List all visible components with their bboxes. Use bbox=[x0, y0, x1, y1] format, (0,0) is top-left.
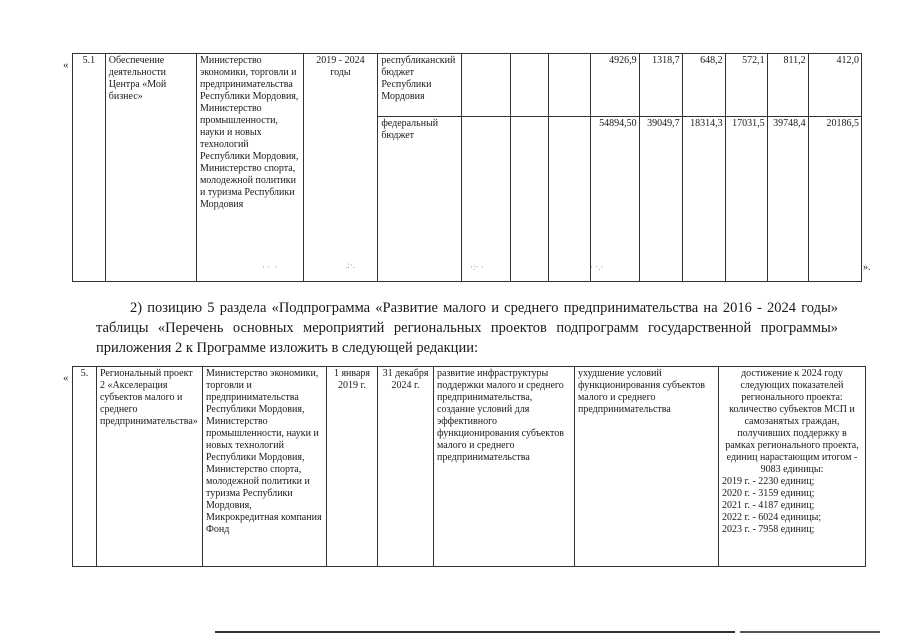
start-date: 1 января 2019 г. bbox=[327, 367, 378, 567]
table1-open-quote: « bbox=[63, 59, 69, 71]
period: 2019 - 2024 годы bbox=[303, 54, 378, 282]
value-cell: 648,2 bbox=[682, 54, 725, 117]
table1-close-quote: ». bbox=[863, 262, 871, 273]
consequences: ухудшение условий функционирования субъектов малого и среднего предпринимательства bbox=[575, 367, 719, 567]
value-cell: 4926,9 bbox=[591, 54, 639, 117]
empty-cell bbox=[462, 54, 510, 117]
table2-regional-project bbox=[72, 366, 866, 567]
page-edge-line bbox=[215, 631, 735, 633]
value-cell: 20186,5 bbox=[808, 117, 861, 282]
empty-cell bbox=[462, 117, 510, 282]
scan-noise: ·:· · bbox=[470, 262, 484, 272]
indicator-intro: достижение к 2024 году следующих показателей регионального проекта: количество субъектов МСП и самозанятых граждан, получивших поддержку в рамках регионального проекта, единиц нарастающим итогом - 9083 единицы: bbox=[725, 368, 859, 475]
empty-cell bbox=[549, 117, 591, 282]
row-number: 5.1 bbox=[73, 54, 106, 282]
scan-noise: .:·. bbox=[345, 260, 355, 270]
indicator-year: 2020 г. - 3159 единиц; bbox=[722, 488, 815, 499]
value-cell: 811,2 bbox=[767, 54, 808, 117]
empty-cell bbox=[510, 54, 549, 117]
empty-cell bbox=[549, 54, 591, 117]
value-cell: 1318,7 bbox=[639, 54, 682, 117]
source-name: республиканский бюджет Республики Мордовия bbox=[378, 54, 462, 117]
table2-open-quote: « bbox=[63, 372, 69, 384]
table1-funding bbox=[72, 53, 862, 282]
value-cell: 17031,5 bbox=[725, 117, 767, 282]
scan-noise: · · · bbox=[262, 262, 278, 272]
page-edge-line bbox=[740, 631, 880, 633]
row-number: 5. bbox=[73, 367, 97, 567]
indicators bbox=[719, 367, 866, 567]
table2-row bbox=[73, 367, 866, 567]
indicator-year: 2019 г. - 2230 единиц; bbox=[722, 476, 815, 487]
value-cell: 39049,7 bbox=[639, 117, 682, 282]
amendment-paragraph: 2) позицию 5 раздела «Подпрограмма «Развитие малого и среднего предпринимательства на 2016 - 2024 годы» таблицы «Перечень основных мероприятий региональных проектов подпрограмм государственной программы» приложения 2 к Программе изложить в следующей редакции: bbox=[96, 300, 838, 356]
source-name: федеральный бюджет bbox=[378, 117, 462, 282]
value-cell: 18314,3 bbox=[682, 117, 725, 282]
end-date: 31 декабря 2024 г. bbox=[378, 367, 434, 567]
table1-row-regional bbox=[73, 54, 862, 117]
indicator-year: 2023 г. - 7958 единиц; bbox=[722, 524, 815, 535]
expected-result: развитие инфраструктуры поддержки малого и среднего предпринимательства, создание условий для эффективного функционирования субъектов малого и среднего предпринимательства bbox=[434, 367, 575, 567]
executors: Министерство экономики, торговли и предпринимательства Республики Мордовия, Министерство промышленности, науки и новых технологий Республики Мордовия, Министерство спорта, молодежной политики и туризма Республики Мордовия, Микрокредитная компания Фонд bbox=[203, 367, 327, 567]
value-cell: 412,0 bbox=[808, 54, 861, 117]
measure-name: Обеспечение деятельности Центра «Мой бизнес» bbox=[105, 54, 196, 282]
indicator-year: 2021 г. - 4187 единиц; bbox=[722, 500, 815, 511]
value-cell: 54894,50 bbox=[591, 117, 639, 282]
value-cell: 572,1 bbox=[725, 54, 767, 117]
value-cell: 39748,4 bbox=[767, 117, 808, 282]
scan-noise: · ·.· bbox=[590, 262, 604, 272]
empty-cell bbox=[510, 117, 549, 282]
indicator-year: 2022 г. - 6024 единицы; bbox=[722, 512, 822, 523]
executors: Министерство экономики, торговли и предпринимательства Республики Мордовия, Министерство промышленности, науки и новых технологий Республики Мордовия, Министерство спорта, молодежной политики и туризма Республики Мордовия bbox=[196, 54, 303, 282]
project-name: Региональный проект 2 «Акселерация субъектов малого и среднего предпринимательства» bbox=[97, 367, 203, 567]
